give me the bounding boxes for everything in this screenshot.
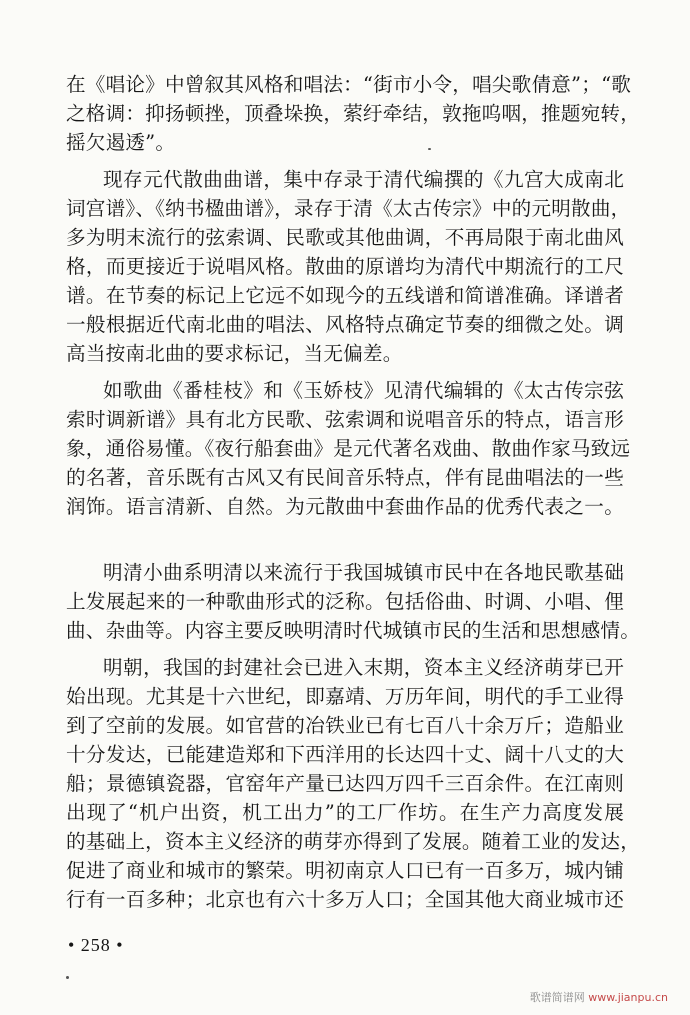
text-line: 一般根据近代南北曲的唱法、风格特点确定节奏的细微之处。调 bbox=[66, 313, 624, 336]
text-line: 现存元代散曲曲谱，集中存录于清代编撰的《九宫大成南北 bbox=[103, 168, 624, 191]
text-line: 到了空前的发展。如官营的冶铁业已有七百八十余万斤；造船业 bbox=[66, 714, 624, 737]
text-line: 的名著，音乐既有古风又有民间音乐特点，伴有昆曲唱法的一些 bbox=[66, 466, 624, 489]
text-line: 润饰。语言清新、自然。为元散曲中套曲作品的优秀代表之一。 bbox=[66, 495, 624, 518]
watermark-url: www.jianpu.cn bbox=[588, 991, 668, 1004]
watermark-text: 歌谱简谱网 bbox=[529, 991, 585, 1004]
text-line: 明朝，我国的封建社会已进入末期，资本主义经济萌芽已开 bbox=[103, 656, 624, 679]
text-line: 出现了“机户出资，机工出力”的工厂作坊。在生产力高度发展 bbox=[66, 801, 624, 824]
text-line: 摇欠遏透”。 bbox=[66, 131, 176, 154]
text-line: 索时调新谱》具有北方民歌、弦索调和说唱音乐的特点，语言形 bbox=[66, 408, 624, 431]
text-line: 促进了商业和城市的繁荣。明初南京人口已有一百多万，城内铺 bbox=[66, 859, 624, 882]
text-line: 高当按南北曲的要求标记，当无偏差。 bbox=[66, 342, 403, 365]
text-line: 在《唱论》中曾叙其风格和唱法：“街市小令，唱尖歌倩意”；“歌 bbox=[66, 73, 632, 96]
text-line: 词宫谱》、《纳书楹曲谱》，录存于清《太古传宗》中的元明散曲， bbox=[66, 197, 631, 220]
text-line: 谱。在节奏的标记上它远不如现今的五线谱和简谱准确。译谱者 bbox=[66, 284, 624, 307]
scan-speck bbox=[66, 976, 69, 979]
text-line: 之格调：抑扬顿挫，顶叠垛换，萦纡牵结，敦拖呜咽，推题宛转， bbox=[66, 102, 641, 125]
text-line: 象，通俗易懂。《夜行船套曲》是元代著名戏曲、散曲作家马致远 bbox=[66, 437, 631, 460]
scan-speck bbox=[428, 148, 431, 150]
text-line: 行有一百多种；北京也有六十多万人口；全国其他大商业城市还 bbox=[66, 888, 624, 911]
site-watermark bbox=[530, 989, 668, 1005]
text-line: 如歌曲《番桂枝》和《玉娇枝》见清代编辑的《太古传宗弦 bbox=[103, 379, 624, 402]
text-line: 始出现。尤其是十六世纪，即嘉靖、万历年间，明代的手工业得 bbox=[66, 685, 624, 708]
text-line: 曲、杂曲等。内容主要反映明清时代城镇市民的生活和思想感情。 bbox=[66, 619, 641, 642]
text-line: 明清小曲系明清以来流行于我国城镇市民中在各地民歌基础 bbox=[103, 561, 624, 584]
page-number: • 258 • bbox=[68, 935, 124, 955]
text-line: 格，而更接近于说唱风格。散曲的原谱均为清代中期流行的工尺 bbox=[66, 255, 624, 278]
text-line: 多为明末流行的弦索调、民歌或其他曲调，不再局限于南北曲风 bbox=[66, 226, 624, 249]
text-line: 上发展起来的一种歌曲形式的泛称。包括俗曲、时调、小唱、俚 bbox=[66, 590, 624, 613]
text-line: 十分发达，已能建造郑和下西洋用的长达四十丈、阔十八丈的大 bbox=[66, 743, 624, 766]
text-line: 船；景德镇瓷器，官窑年产量已达四万四千三百余件。在江南则 bbox=[66, 772, 624, 795]
text-line: 的基础上，资本主义经济的萌芽亦得到了发展。随着工业的发达， bbox=[66, 830, 641, 853]
